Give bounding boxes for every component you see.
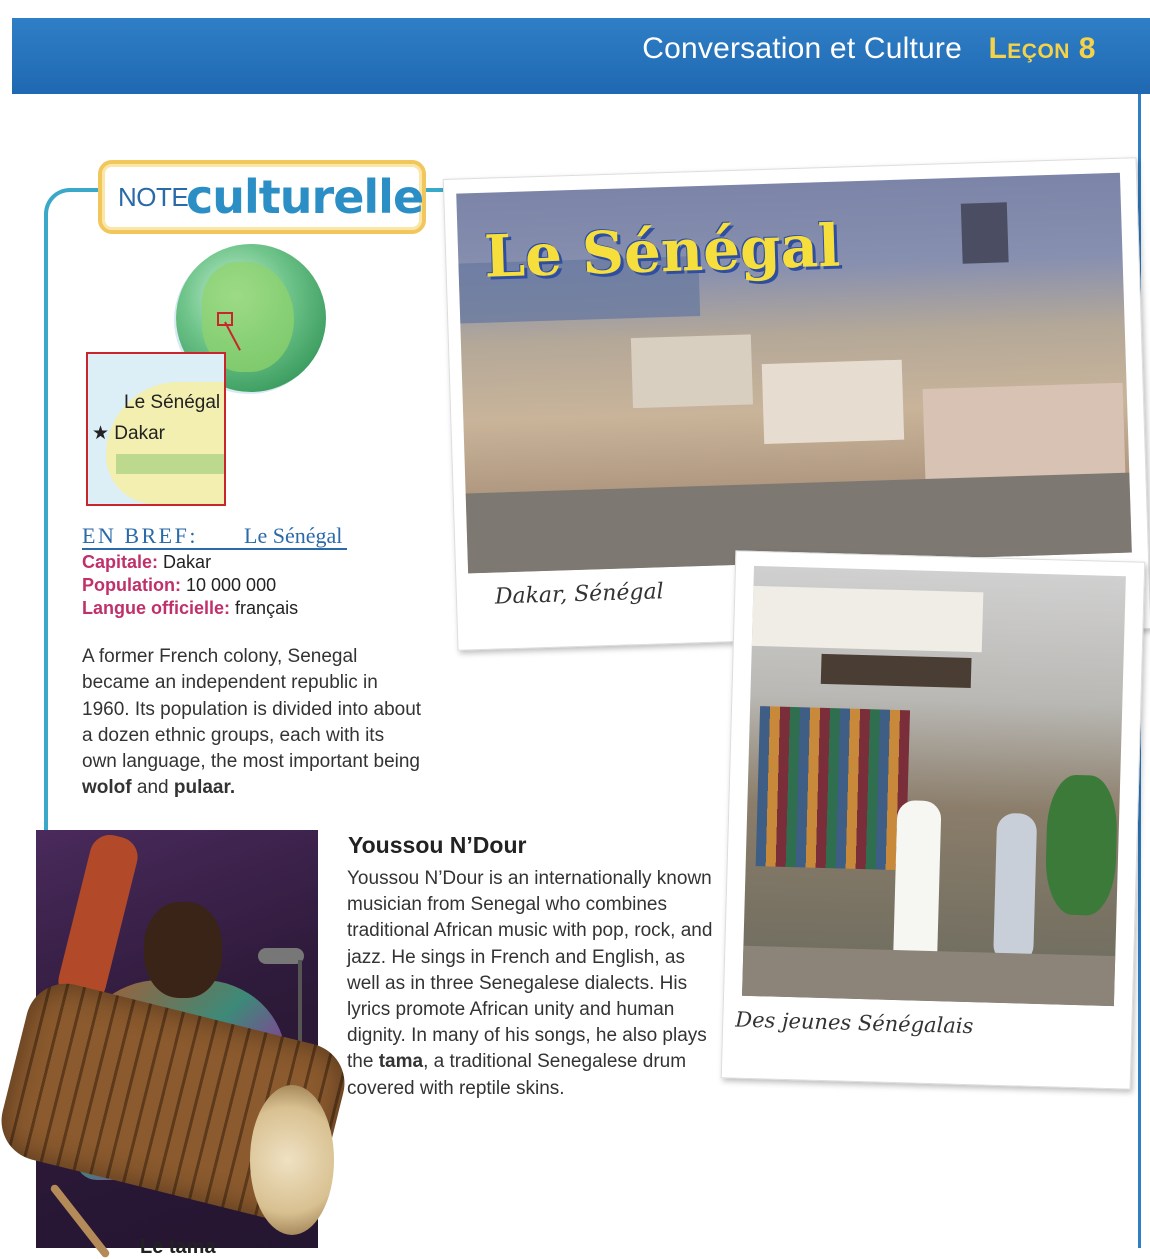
photo-fabric bbox=[756, 706, 910, 870]
photo-awning bbox=[752, 586, 984, 652]
map-country-label: Le Sénégal bbox=[124, 392, 221, 413]
fact-capitale bbox=[82, 552, 211, 573]
youssou-paragraph bbox=[347, 866, 719, 1102]
banner-title: Conversation et Culture bbox=[642, 32, 962, 65]
lesson-label: Leçon 8 bbox=[988, 32, 1096, 65]
fact-value: français bbox=[235, 598, 299, 618]
fact-label: Population: bbox=[82, 575, 181, 595]
photo-shop-sign bbox=[821, 654, 972, 688]
dakar-photo bbox=[456, 173, 1132, 574]
photo-ground bbox=[742, 946, 1115, 1006]
en-bref-title: EN BREF: bbox=[82, 523, 198, 548]
intro-text: A former French colony, Senegal became an independent republic in 1960. Its population is divided into about a dozen ethnic groups, each with its own language, the most important being bbox=[82, 646, 422, 773]
fact-label: Capitale: bbox=[82, 552, 159, 572]
tama-drum-head bbox=[250, 1085, 334, 1235]
badge-culturelle-text: culturelle bbox=[186, 170, 424, 224]
youssou-heading: Youssou N’Dour bbox=[348, 832, 527, 858]
note-dash-border bbox=[44, 230, 46, 840]
intro-bold-wolof: wolof bbox=[82, 777, 132, 799]
badge-note-text: NOTE bbox=[118, 182, 189, 212]
intro-bold-pulaar: pulaar. bbox=[173, 777, 236, 799]
fact-value: Dakar bbox=[163, 552, 212, 572]
intro-text-middle: and bbox=[131, 777, 174, 799]
jeunes-photo bbox=[742, 566, 1126, 1006]
youssou-text: Youssou N’Dour is an internationally known musician from Senegal who combines traditional African music with pop, rock, and jazz. He sings in French and English, as well as in three Senegalese dialects. His lyrics promote African unity and human dignity. In many of his songs, he also plays the bbox=[347, 868, 713, 1073]
photo-person bbox=[893, 800, 942, 971]
fact-value: 10 000 000 bbox=[186, 575, 277, 595]
musician-head bbox=[144, 902, 222, 998]
fact-population bbox=[82, 575, 276, 596]
fact-langue bbox=[82, 598, 298, 619]
tama-caption: Le tama bbox=[140, 1236, 216, 1258]
dakar-photo-title: Le Sénégal bbox=[483, 211, 842, 291]
youssou-text-after: , a traditional Senegalese drum covered with reptile skins. bbox=[347, 1051, 687, 1099]
map-city-label: ★ Dakar bbox=[92, 423, 165, 444]
jeunes-photo-card bbox=[721, 550, 1146, 1089]
jeunes-caption: Des jeunes Sénégalais bbox=[735, 1007, 974, 1039]
intro-paragraph bbox=[82, 644, 422, 802]
photo-tower bbox=[961, 202, 1009, 263]
photo-person bbox=[993, 813, 1037, 964]
map-region-band bbox=[116, 454, 226, 474]
en-bref-country: Le Sénégal bbox=[244, 523, 343, 548]
photo-building bbox=[762, 360, 904, 444]
musician-arm bbox=[54, 831, 142, 1008]
photo-building bbox=[631, 334, 753, 408]
youssou-bold-tama: tama bbox=[378, 1051, 424, 1073]
photo-plant bbox=[1044, 774, 1118, 916]
fact-label: Langue officielle: bbox=[82, 598, 231, 618]
header-banner bbox=[12, 18, 1150, 94]
dakar-caption: Dakar, Sénégal bbox=[494, 579, 665, 610]
en-bref-underline bbox=[82, 548, 347, 550]
